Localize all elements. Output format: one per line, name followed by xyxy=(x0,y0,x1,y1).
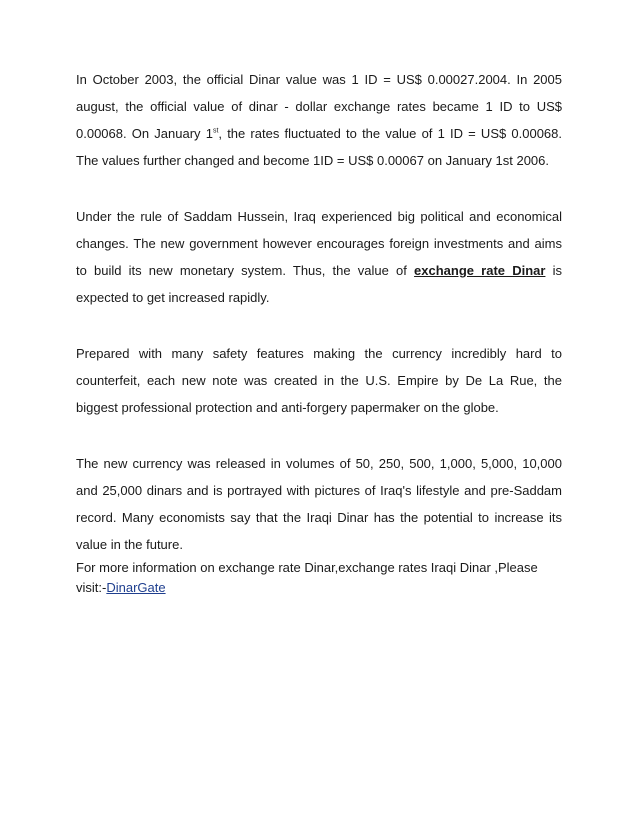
dinargate-link[interactable]: DinarGate xyxy=(106,580,166,595)
paragraph-exchange-history xyxy=(76,66,562,174)
more-info-footer xyxy=(76,558,562,598)
exchange-rate-dinar-link[interactable]: exchange rate Dinar xyxy=(414,263,546,278)
paragraph-exchange-history-text-1: In October 2003, the official Dinar value was 1 ID = US$ 0.00027.2004. In 2005 august, the official value of dinar - dollar exchange rates became 1 ID to US$ 0.00068. On January 1 xyxy=(76,72,562,141)
paragraph-saddam-rule-text-2: is expected to get increased rapidly. xyxy=(76,263,562,305)
document-page xyxy=(76,66,562,598)
more-info-text: For more information on exchange rate Dinar,exchange rates Iraqi Dinar ,Please visit:- xyxy=(76,560,538,595)
ordinal-superscript: st xyxy=(212,127,219,135)
paragraph-saddam-rule-text-1: Under the rule of Saddam Hussein, Iraq experienced big political and economical changes. The new government however encourages foreign investments and aims to build its new monetary system. Thus, the value of xyxy=(76,209,562,278)
paragraph-new-currency: The new currency was released in volumes of 50, 250, 500, 1,000, 5,000, 10,000 and 25,000 dinars and is portrayed with pictures of Iraq's lifestyle and pre-Saddam record. Many economists say that the Iraqi Dinar has the potential to increase its value in the future. xyxy=(76,456,562,552)
paragraph-saddam-rule xyxy=(76,203,562,311)
paragraph-exchange-history-text-2: , the rates fluctuated to the value of 1 ID = US$ 0.00068. The values further changed and become 1ID = US$ 0.00067 on January 1st 2006. xyxy=(76,126,562,168)
paragraph-safety-features: Prepared with many safety features making the currency incredibly hard to counterfeit, each new note was created in the U.S. Empire by De La Rue, the biggest professional protection and anti-forgery papermaker on the globe. xyxy=(76,346,562,415)
